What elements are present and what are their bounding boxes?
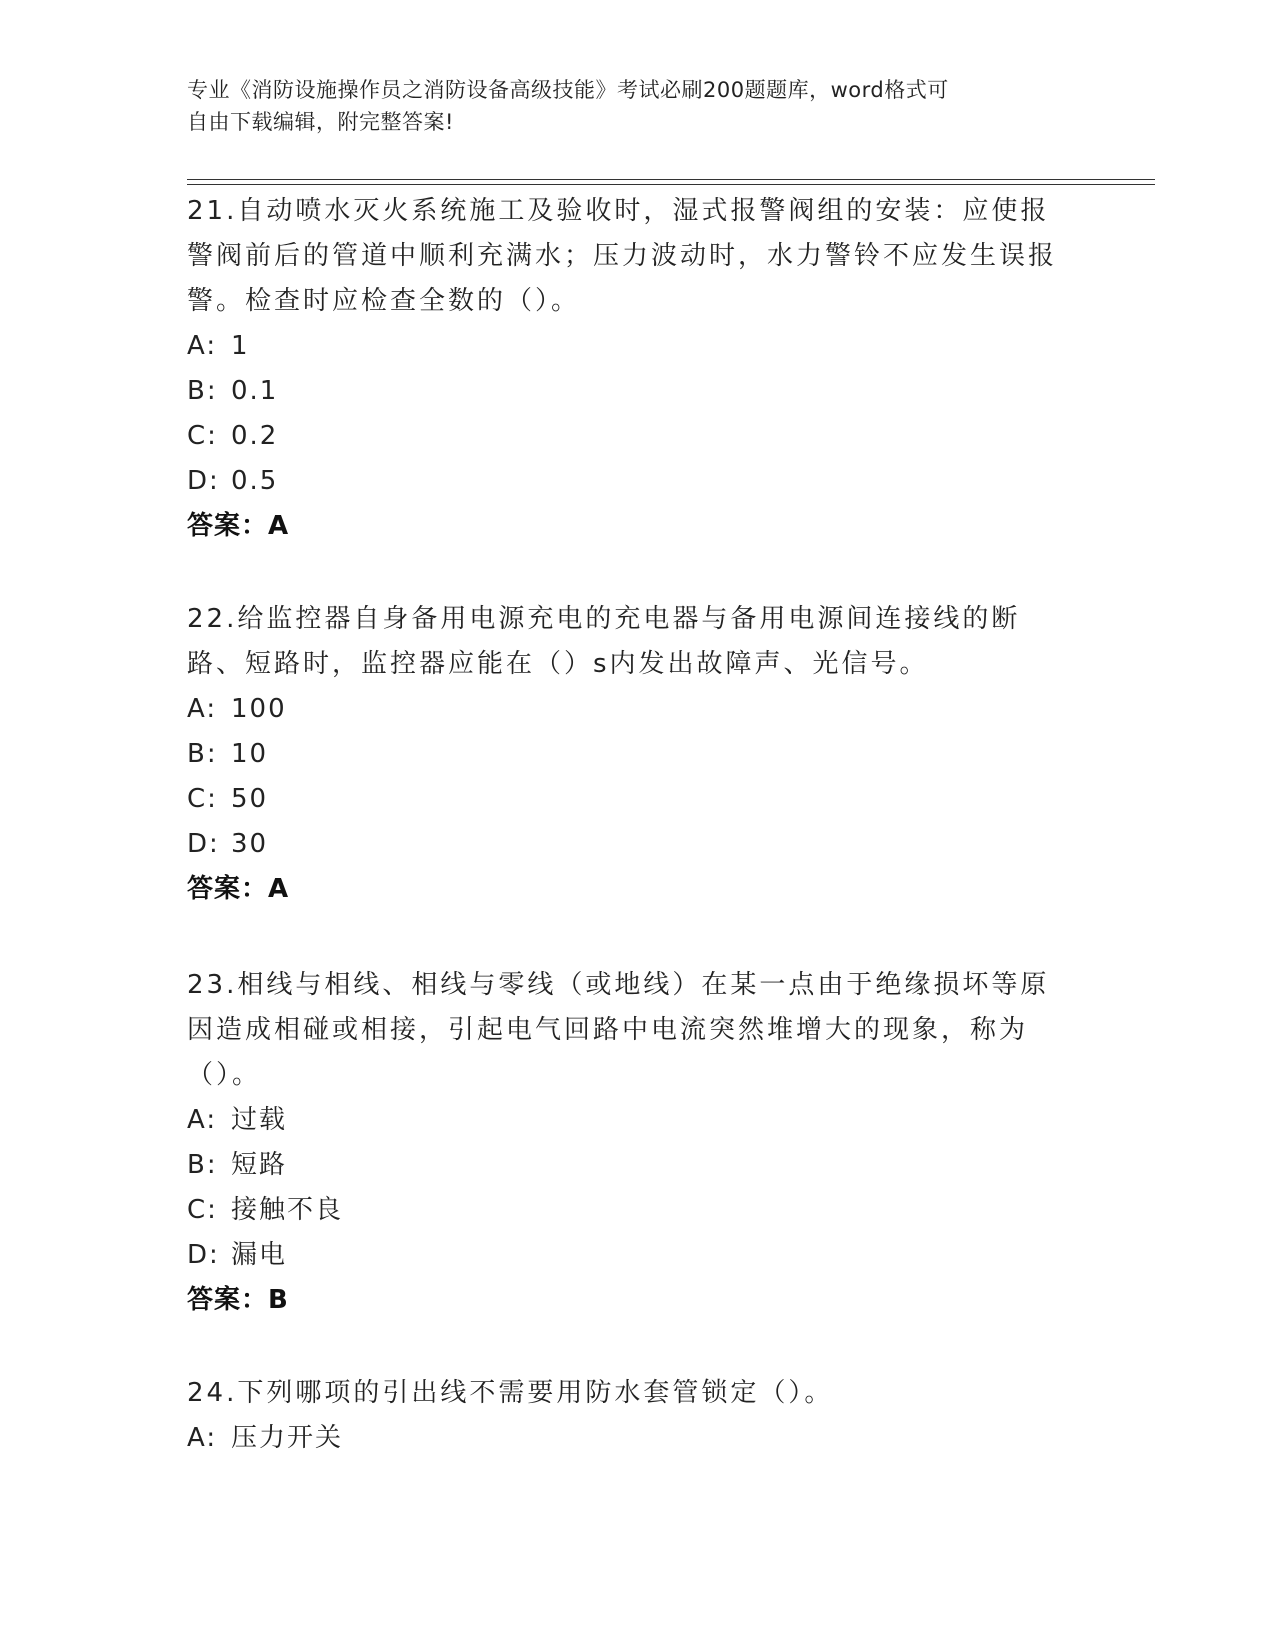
option-text: 0.1 (231, 376, 279, 406)
option-letter: D: (187, 1240, 220, 1270)
option-a (187, 687, 1067, 732)
option-letter: B: (187, 376, 218, 406)
question-21 (187, 189, 1067, 549)
option-letter: A: (187, 1105, 218, 1135)
option-letter: A: (187, 1423, 218, 1453)
header-line-1: 专业《消防设施操作员之消防设备高级技能》考试必刷200题题库，word格式可 (187, 78, 949, 102)
option-text: 压力开关 (231, 1423, 344, 1453)
option-d (187, 459, 1067, 504)
option-letter: A: (187, 694, 218, 724)
option-b (187, 1143, 1067, 1188)
option-b (187, 369, 1067, 414)
question-22 (187, 597, 1067, 912)
question-23 (187, 963, 1067, 1323)
option-letter: A: (187, 331, 218, 361)
option-d (187, 822, 1067, 867)
question-stem: 24.下列哪项的引出线不需要用防水套管锁定（）。 (187, 1378, 834, 1408)
option-letter: B: (187, 1150, 218, 1180)
header-divider-bottom (187, 184, 1155, 185)
option-text: 1 (231, 331, 250, 361)
question-stem: 23.相线与相线、相线与零线（或地线）在某一点由于绝缘损坏等原因造成相碰或相接，引起电气回路中电流突然堆增大的现象，称为（）。 (187, 970, 1050, 1090)
option-c (187, 414, 1067, 459)
question-stem: 22.给监控器自身备用电源充电的充电器与备用电源间连接线的断路、短路时，监控器应能在（）s内发出故障声、光信号。 (187, 604, 1021, 679)
option-text: 0.5 (231, 466, 279, 496)
option-text: 30 (231, 829, 269, 859)
option-letter: D: (187, 466, 220, 496)
option-text: 过载 (231, 1105, 288, 1135)
option-letter: C: (187, 784, 218, 814)
option-text: 10 (231, 739, 269, 769)
option-a (187, 324, 1067, 369)
question-24 (187, 1371, 1067, 1461)
option-b (187, 732, 1067, 777)
question-stem: 21.自动喷水灭火系统施工及验收时，湿式报警阀组的安装：应使报警阀前后的管道中顺利充满水；压力波动时，水力警铃不应发生误报警。检查时应检查全数的（）。 (187, 196, 1058, 316)
option-a (187, 1416, 1067, 1461)
option-letter: D: (187, 829, 220, 859)
option-text: 短路 (231, 1150, 288, 1180)
answer-line: 答案：B (187, 1285, 289, 1315)
header-divider-top (187, 179, 1155, 180)
option-c (187, 777, 1067, 822)
answer-line: 答案：A (187, 874, 290, 904)
option-a (187, 1098, 1067, 1143)
header-line-2: 自由下载编辑，附完整答案! (187, 110, 454, 134)
option-text: 漏电 (231, 1240, 288, 1270)
option-c (187, 1188, 1067, 1233)
option-text: 接触不良 (231, 1195, 344, 1225)
answer-line: 答案：A (187, 511, 290, 541)
option-text: 0.2 (231, 421, 279, 451)
option-text: 50 (231, 784, 269, 814)
option-letter: C: (187, 1195, 218, 1225)
option-letter: B: (187, 739, 218, 769)
option-text: 100 (231, 694, 287, 724)
option-letter: C: (187, 421, 218, 451)
document-header (187, 74, 1067, 138)
option-d (187, 1233, 1067, 1278)
